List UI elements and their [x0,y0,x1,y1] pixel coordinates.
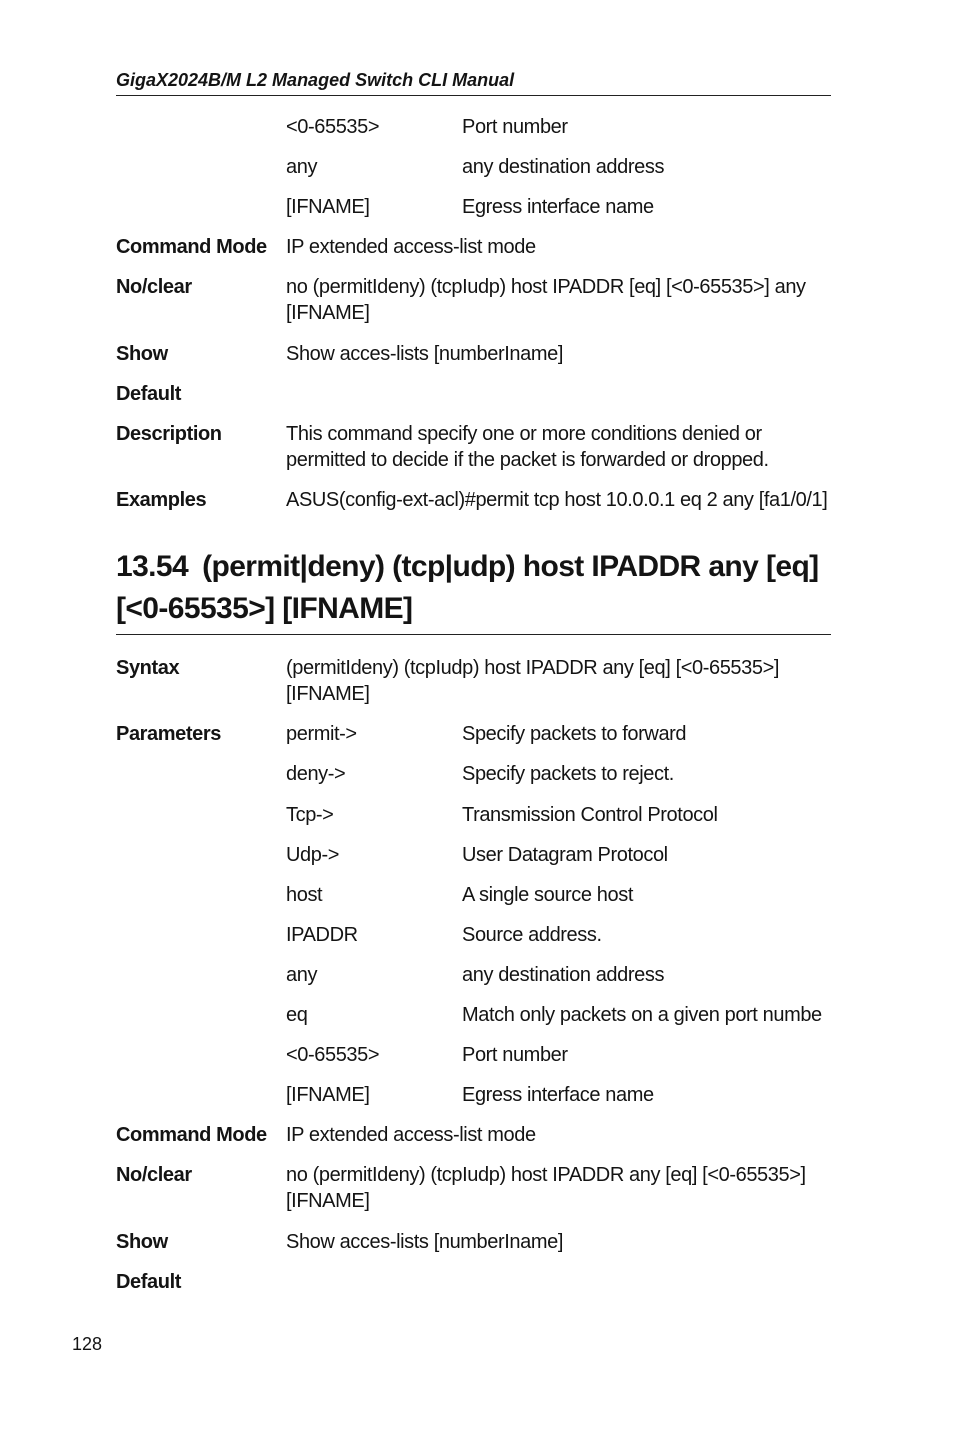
param-name: [IFNAME] [286,196,370,218]
param-name: deny-> [286,763,346,785]
show-label: Show [116,1231,168,1253]
param-desc: Port number [462,116,568,138]
show-label: Show [116,343,168,365]
param-desc: any destination address [462,156,665,178]
running-header: GigaX2024B/M L2 Managed Switch CLI Manual [116,70,831,96]
param-desc: Egress interface name [462,1084,654,1106]
description-value: This command specify one or more conditions denied or permitted to decide if the packet is forwarded or dropped. [286,423,769,471]
page-number: 128 [72,1334,103,1354]
show-value: Show acces-lists [numberIname] [286,1231,564,1253]
param-name: IPADDR [286,924,358,946]
param-name: <0-65535> [286,1044,380,1066]
parameters-label: Parameters [116,723,221,745]
noclear-value: no (permitIdeny) (tcpIudp) host IPADDR [eq] [<0-65535>] any [IFNAME] [286,276,806,324]
syntax-label: Syntax [116,657,180,679]
param-name: any [286,156,318,178]
default-label: Default [116,1271,181,1293]
param-name: [IFNAME] [286,1084,370,1106]
param-desc: Specify packets to reject. [462,763,674,785]
param-name: Udp-> [286,844,340,866]
param-desc: Port number [462,1044,568,1066]
noclear-label: No/clear [116,1164,192,1186]
param-desc: Match only packets on a given port numbe [462,1004,822,1026]
param-name: <0-65535> [286,116,380,138]
section-heading [116,546,831,635]
show-value: Show acces-lists [numberIname] [286,343,564,365]
param-name: any [286,964,318,986]
param-name: eq [286,1004,308,1026]
param-desc: Transmission Control Protocol [462,804,718,826]
param-desc: Egress interface name [462,196,654,218]
param-desc: any destination address [462,964,665,986]
param-name: Tcp-> [286,804,334,826]
description-label: Description [116,423,222,445]
param-name: permit-> [286,723,357,745]
noclear-value: no (permitIdeny) (tcpIudp) host IPADDR any [eq] [<0-65535>] [IFNAME] [286,1164,806,1212]
default-label: Default [116,383,181,405]
param-desc: Source address. [462,924,602,946]
param-name: host [286,884,323,906]
examples-value: ASUS(config-ext-acl)#permit tcp host 10.0.0.1 eq 2 any [fa1/0/1] [286,489,828,511]
command-mode-label: Command Mode [116,1124,267,1146]
command-mode-label: Command Mode [116,236,267,258]
param-desc: User Datagram Protocol [462,844,668,866]
command-mode-value: IP extended access-list mode [286,236,536,258]
section-number: 13.54 [116,550,189,583]
command-mode-value: IP extended access-list mode [286,1124,536,1146]
noclear-label: No/clear [116,276,192,298]
param-desc: Specify packets to forward [462,723,687,745]
section-title: (permit|deny) (tcp|udp) host IPADDR any [eq] [<0-65535>] [IFNAME] [116,550,819,625]
syntax-value: (permitIdeny) (tcpIudp) host IPADDR any [eq] [<0-65535>] [IFNAME] [286,657,780,705]
param-desc: A single source host [462,884,633,906]
examples-label: Examples [116,489,207,511]
